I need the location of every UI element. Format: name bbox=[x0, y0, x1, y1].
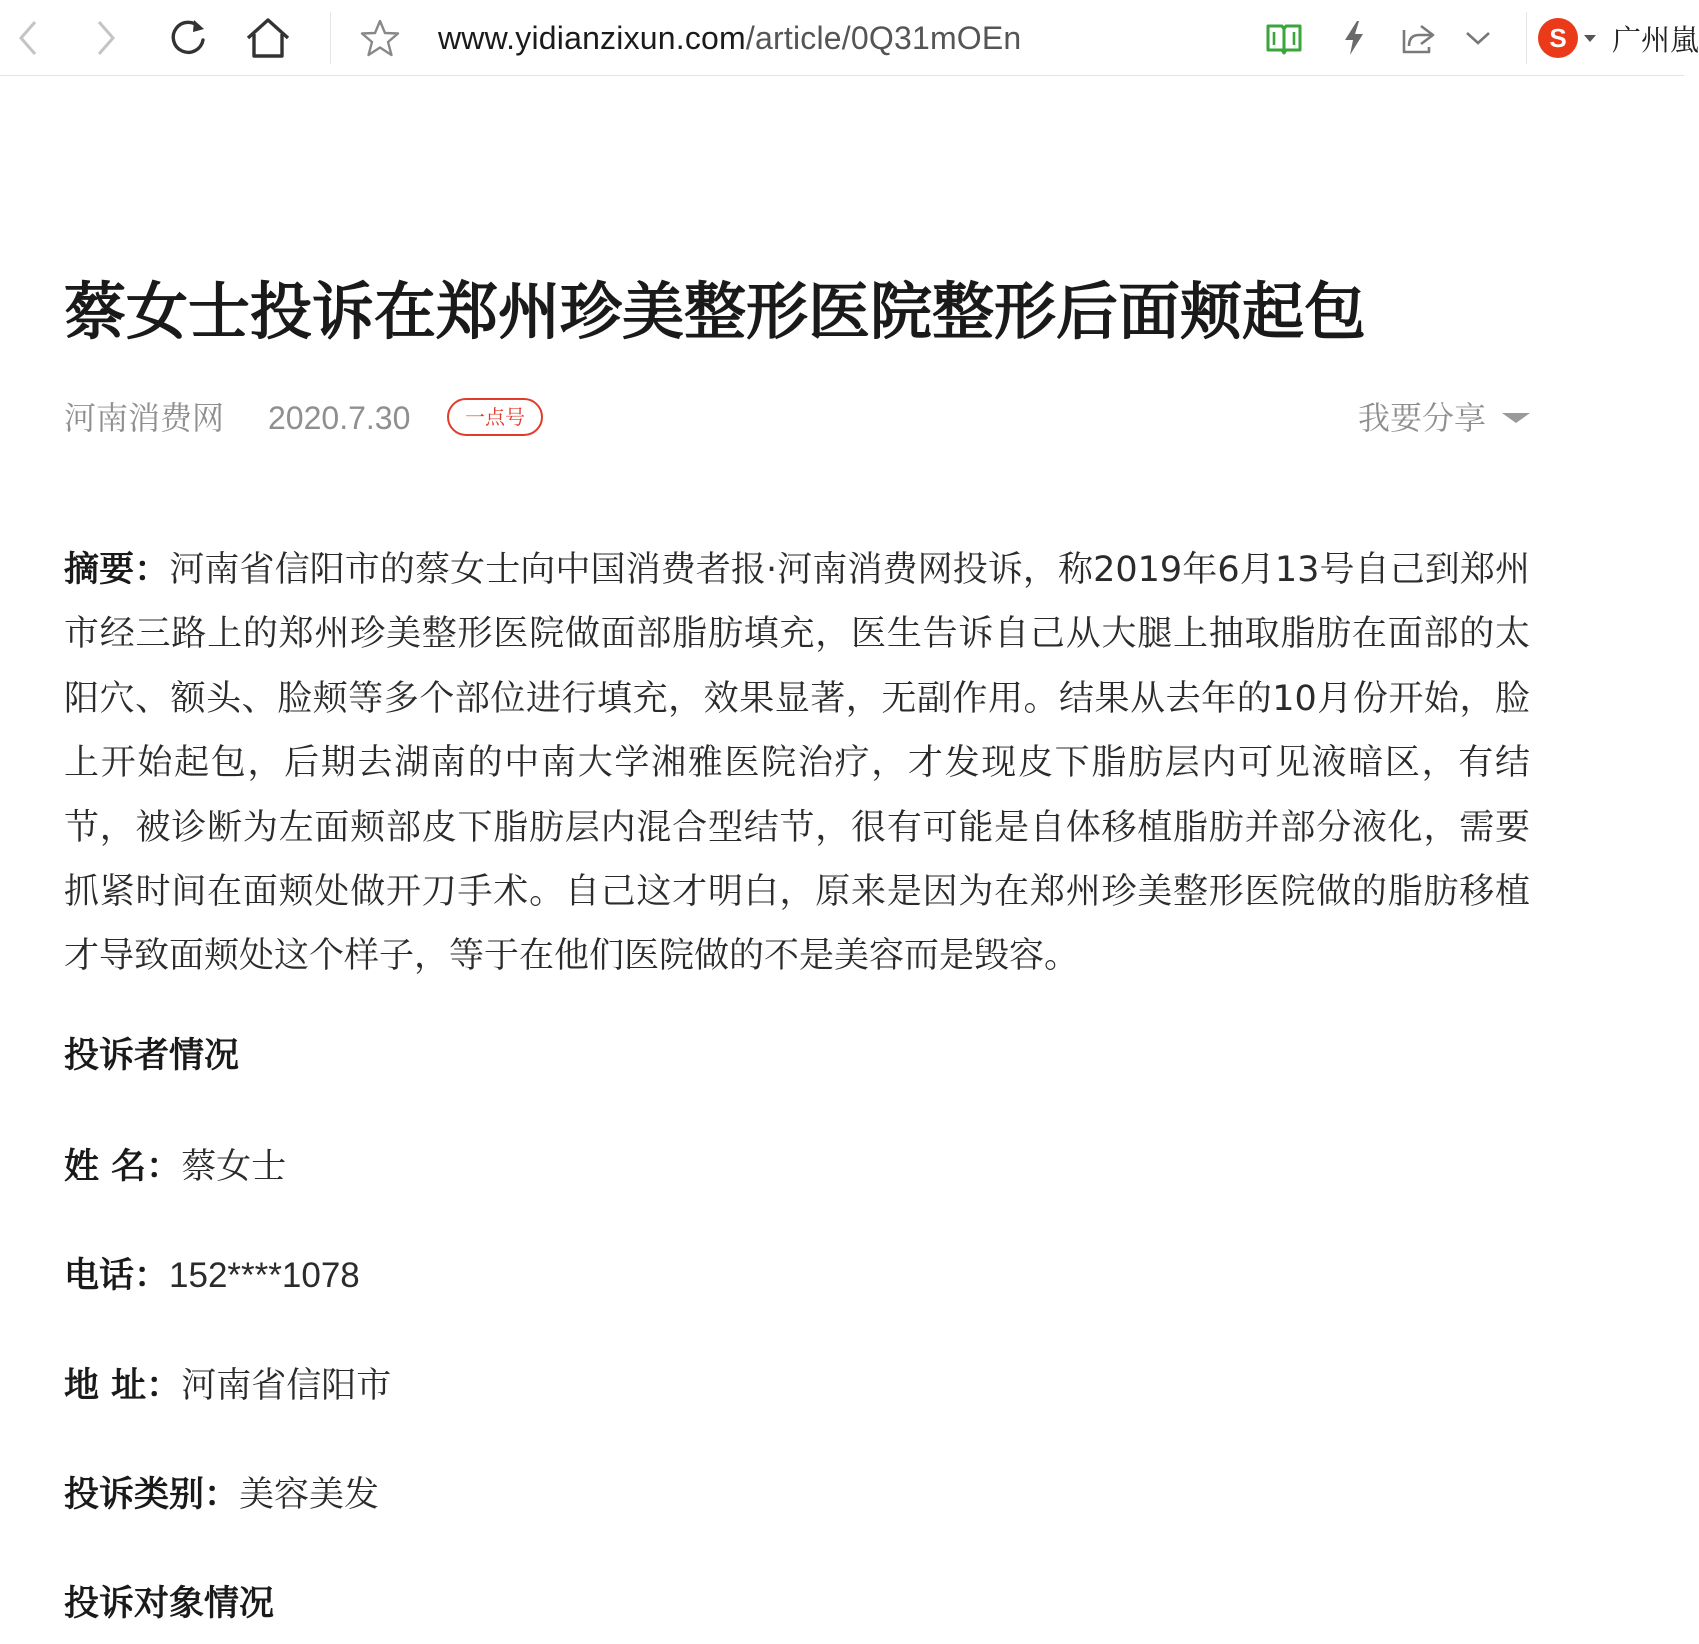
name-value: 蔡女士 bbox=[181, 1147, 287, 1187]
chevron-left-icon bbox=[13, 18, 43, 58]
search-box-text[interactable]: 广州嵐 bbox=[1612, 22, 1699, 57]
home-icon bbox=[244, 16, 292, 60]
summary-label: 摘要： bbox=[64, 550, 170, 590]
share-icon bbox=[1399, 20, 1437, 56]
phone-value: 152****1078 bbox=[169, 1256, 360, 1295]
reload-icon bbox=[166, 16, 210, 60]
article-summary bbox=[64, 538, 1530, 989]
name-label: 姓 名： bbox=[64, 1147, 182, 1187]
chevron-right-icon bbox=[91, 18, 121, 58]
summary-paragraph bbox=[64, 538, 1530, 989]
star-icon bbox=[360, 18, 400, 58]
address-value: 河南省信阳市 bbox=[181, 1366, 392, 1406]
article-title: 蔡女士投诉在郑州珍美整形医院整形后面颊起包 bbox=[64, 275, 1367, 348]
speed-mode-button[interactable] bbox=[1326, 10, 1382, 66]
url-path: /article/0Q31mOEn bbox=[745, 20, 1022, 56]
more-menu-button[interactable] bbox=[1450, 10, 1506, 66]
phone-row bbox=[64, 1254, 1530, 1298]
article-source[interactable]: 河南消费网 bbox=[64, 399, 225, 437]
url-host: www.yidianzixun.com bbox=[438, 20, 746, 56]
channel-badge[interactable]: 一点号 bbox=[447, 398, 543, 436]
back-button[interactable] bbox=[0, 10, 56, 66]
article-date: 2020.7.30 bbox=[268, 400, 411, 436]
search-engine-logo-icon: S bbox=[1538, 18, 1578, 58]
reload-button[interactable] bbox=[160, 10, 216, 66]
caret-down-icon bbox=[1584, 35, 1596, 42]
category-row bbox=[64, 1473, 1530, 1517]
phone-label: 电话： bbox=[64, 1256, 170, 1296]
toolbar-divider bbox=[330, 12, 331, 64]
lightning-icon bbox=[1339, 18, 1369, 58]
article-meta bbox=[64, 386, 1530, 450]
triangle-down-icon bbox=[1502, 413, 1530, 423]
target-heading: 投诉对象情况 bbox=[64, 1584, 275, 1624]
chevron-down-icon bbox=[1463, 28, 1493, 48]
reader-mode-button[interactable] bbox=[1256, 10, 1312, 66]
toolbar-divider bbox=[1526, 12, 1527, 64]
share-label: 我要分享 bbox=[1357, 399, 1486, 437]
address-bar[interactable] bbox=[438, 14, 1021, 62]
browser-toolbar bbox=[0, 0, 1699, 76]
address-row bbox=[64, 1364, 1530, 1408]
name-row bbox=[64, 1145, 1530, 1189]
address-label: 地 址： bbox=[64, 1366, 182, 1406]
category-value: 美容美发 bbox=[239, 1475, 380, 1515]
summary-text: 河南省信阳市的蔡女士向中国消费者报·河南消费网投诉，称2019年6月13号自己到郑州市经三路上的郑州珍美整形医院做面部脂肪填充，医生告诉自己从大腿上抽取脂肪在面部的太阳穴、额头、脸颊等多个部位进行填充，效果显著，无副作用。结果从去年的10月份开始，脸上开始起包，后期去湖南的中南大学湘雅医院治疗，才发现皮下脂肪层内可见液暗区，有结节，被诊断为左面颊部皮下脂肪层内混合型结节，很有可能是自体移植脂肪并部分液化，需要抓紧时间在面颊处做开刀手术。自己这才明白，原来是因为在郑州珍美整形医院做的脂肪移植才导致面颊处这个样子，等于在他们医院做的不是美容而是毁容。 bbox=[64, 550, 1530, 977]
book-icon bbox=[1264, 20, 1304, 56]
complainant-heading: 投诉者情况 bbox=[64, 1036, 240, 1076]
search-engine-selector[interactable] bbox=[1538, 14, 1699, 62]
share-dropdown[interactable] bbox=[1358, 398, 1530, 438]
share-page-button[interactable] bbox=[1390, 10, 1446, 66]
home-button[interactable] bbox=[240, 10, 296, 66]
bookmark-button[interactable] bbox=[352, 10, 408, 66]
forward-button[interactable] bbox=[78, 10, 134, 66]
category-label: 投诉类别： bbox=[64, 1475, 240, 1515]
